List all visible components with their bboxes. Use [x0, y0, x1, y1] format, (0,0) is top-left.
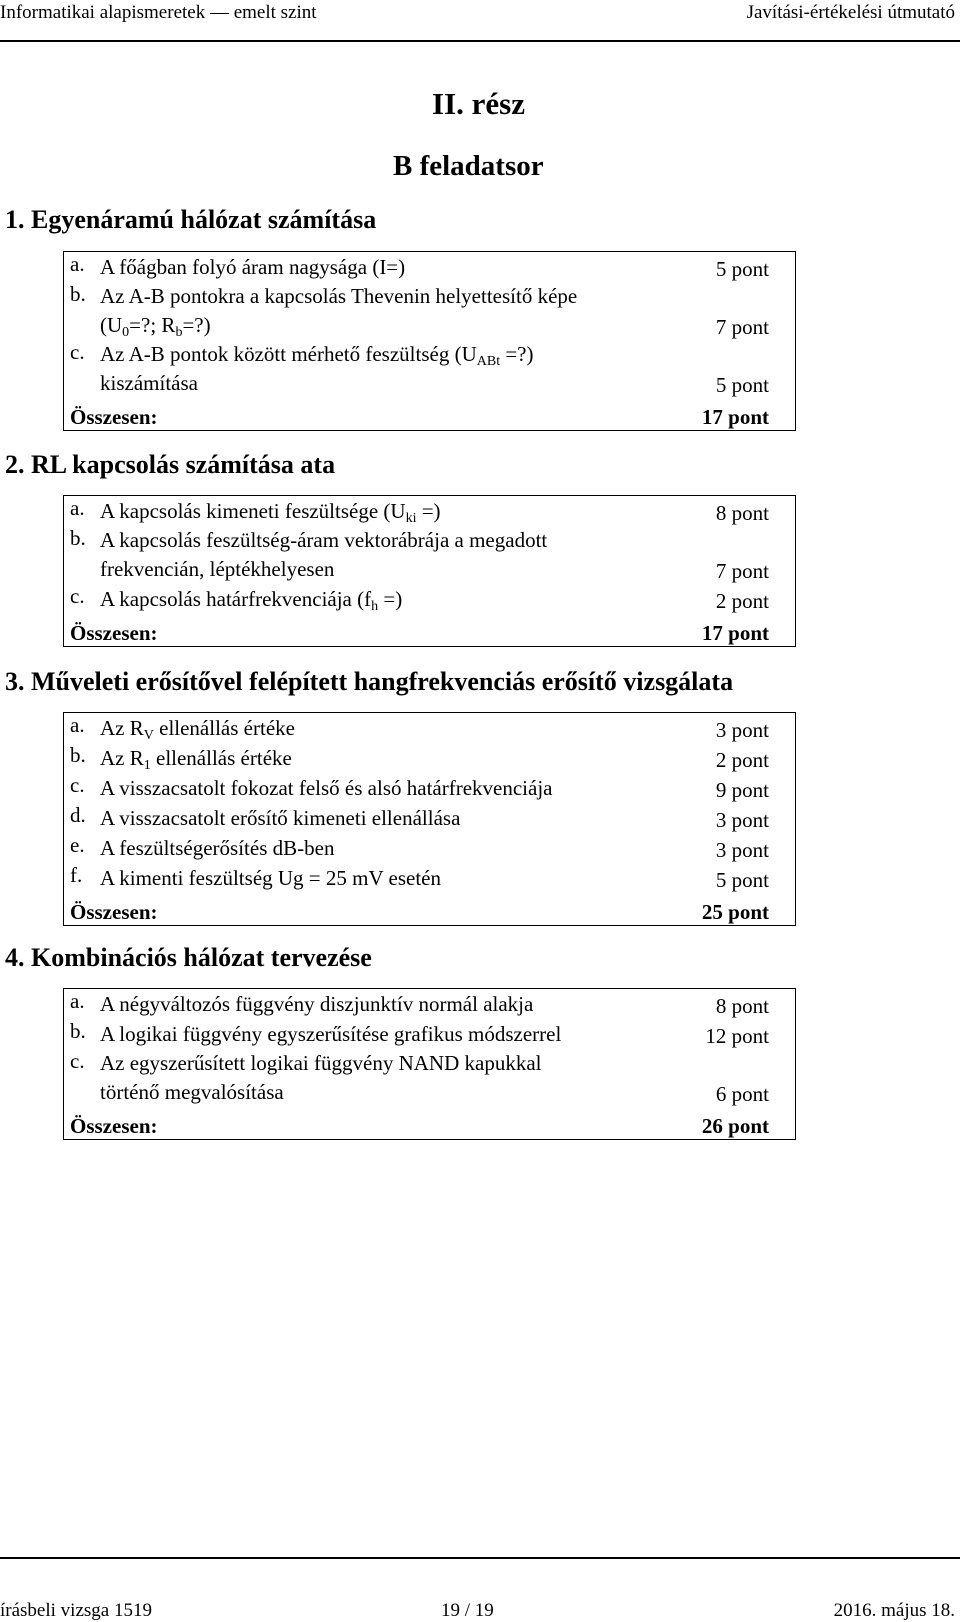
table-row [64, 340, 796, 398]
item-description: Az $R_1$ ellenállás értéke [100, 746, 292, 773]
item-description: A négyváltozós függvény diszjunktív normál alakja [100, 992, 534, 1016]
item-description: A kimenti feszültség Ug = 25 mV esetén [100, 866, 441, 890]
item-letter: a. [70, 989, 85, 1013]
item-points: 3 pont [715, 838, 769, 862]
item-letter: a. [70, 713, 85, 737]
item-description: Az A-B pontok között mérhető feszültség ($U_{ABt}$ =?) kiszámítása [100, 342, 534, 395]
table-row [64, 1019, 796, 1049]
table-row [64, 496, 796, 527]
scoring-table-2 [63, 495, 796, 647]
header-subject: Informatikai alapismeretek — emelt szint [0, 2, 317, 23]
table-row [64, 584, 796, 614]
item-points: 6 pont [715, 1082, 769, 1106]
total-label: Összesen: [70, 900, 158, 924]
table-row [64, 743, 796, 773]
item-letter: c. [70, 340, 85, 364]
item-points: 7 pont [715, 559, 769, 583]
item-points: 5 pont [715, 373, 769, 397]
item-points: 12 pont [705, 1024, 769, 1048]
sheet-title: B feladatsor [393, 150, 544, 182]
item-points: 8 pont [715, 501, 769, 525]
table-row [64, 252, 796, 283]
item-description: Az $R_V$ ellenállás értéke [100, 716, 295, 743]
table-row [64, 989, 796, 1020]
table-row [64, 803, 796, 833]
header-doc-type: Javítási-értékelési útmutató [746, 2, 955, 23]
item-letter: b. [70, 1019, 86, 1043]
total-row [64, 614, 796, 647]
item-letter: a. [70, 496, 85, 520]
total-row [64, 398, 796, 431]
section-title-2: 2. RL kapcsolás számítása ata [5, 450, 336, 479]
scoring-table-4 [63, 988, 796, 1140]
footer-page-number: 19 / 19 [441, 1600, 494, 1621]
table-row [64, 713, 796, 744]
item-points: 9 pont [715, 778, 769, 802]
item-description: Az A-B pontokra a kapcsolás Thevenin helyettesítő képe ($U_0=$?; $R_b=$?) [100, 284, 578, 340]
page-footer [0, 1557, 960, 1619]
item-description: A logikai függvény egyszerűsítése grafikus módszerrel [100, 1022, 562, 1046]
total-points: 17 pont [701, 621, 769, 645]
item-description: Az egyszerűsített logikai függvény NAND kapukkal történő megvalósítása [100, 1051, 542, 1104]
item-points: 5 pont [715, 257, 769, 281]
item-points: 2 pont [715, 748, 769, 772]
item-description: A visszacsatolt erősítő kimeneti ellenállása [100, 806, 461, 830]
table-row [64, 1049, 796, 1107]
item-description: A kapcsolás kimeneti feszültsége ($U_{ki}$ =) [100, 499, 441, 526]
total-label: Összesen: [70, 621, 158, 645]
item-description: A visszacsatolt fokozat felső és alsó határfrekvenciája [100, 776, 553, 800]
total-label: Összesen: [70, 405, 158, 429]
item-points: 2 pont [715, 589, 769, 613]
item-letter: c. [70, 1049, 85, 1073]
item-points: 8 pont [715, 994, 769, 1018]
item-letter: f. [70, 863, 83, 887]
item-description: A kapcsolás határfrekvenciája ($f_h$ =) [100, 587, 403, 614]
table-row [64, 833, 796, 863]
table-row [64, 863, 796, 893]
item-description: A feszültségerősítés dB-ben [100, 836, 335, 860]
total-row [64, 1107, 796, 1140]
scoring-table-3 [63, 712, 796, 926]
scoring-table-1 [63, 251, 796, 431]
item-description: A kapcsolás feszültség-áram vektorábrája a megadott frekvencián, léptékhelyesen [100, 528, 548, 581]
item-points: 5 pont [715, 868, 769, 892]
item-letter: b. [70, 526, 86, 550]
total-points: 26 pont [701, 1114, 769, 1138]
item-letter: b. [70, 282, 86, 306]
item-letter: e. [70, 833, 85, 857]
section-title-1: 1. Egyenáramú hálózat számítása [5, 205, 377, 234]
item-letter: b. [70, 743, 86, 767]
total-points: 17 pont [701, 405, 769, 429]
table-row [64, 526, 796, 584]
item-description: A főágban folyó áram nagysága (I=) [100, 255, 406, 279]
page-header [0, 0, 960, 42]
section-title-4: 4. Kombinációs hálózat tervezése [5, 943, 372, 972]
part-title: II. rész [432, 86, 525, 121]
item-letter: a. [70, 252, 85, 276]
item-points: 7 pont [715, 315, 769, 339]
item-points: 3 pont [715, 718, 769, 742]
item-letter: c. [70, 584, 85, 608]
table-row [64, 282, 796, 340]
item-letter: d. [70, 803, 86, 827]
item-letter: c. [70, 773, 85, 797]
item-points: 3 pont [715, 808, 769, 832]
section-title-3: 3. Műveleti erősítővel felépített hangfrekvenciás erősítő vizsgálata [5, 667, 734, 696]
total-points: 25 pont [701, 900, 769, 924]
footer-exam-id: írásbeli vizsga 1519 [0, 1600, 152, 1621]
footer-date: 2016. május 18. [833, 1600, 955, 1621]
total-row [64, 893, 796, 926]
total-label: Összesen: [70, 1114, 158, 1138]
table-row [64, 773, 796, 803]
